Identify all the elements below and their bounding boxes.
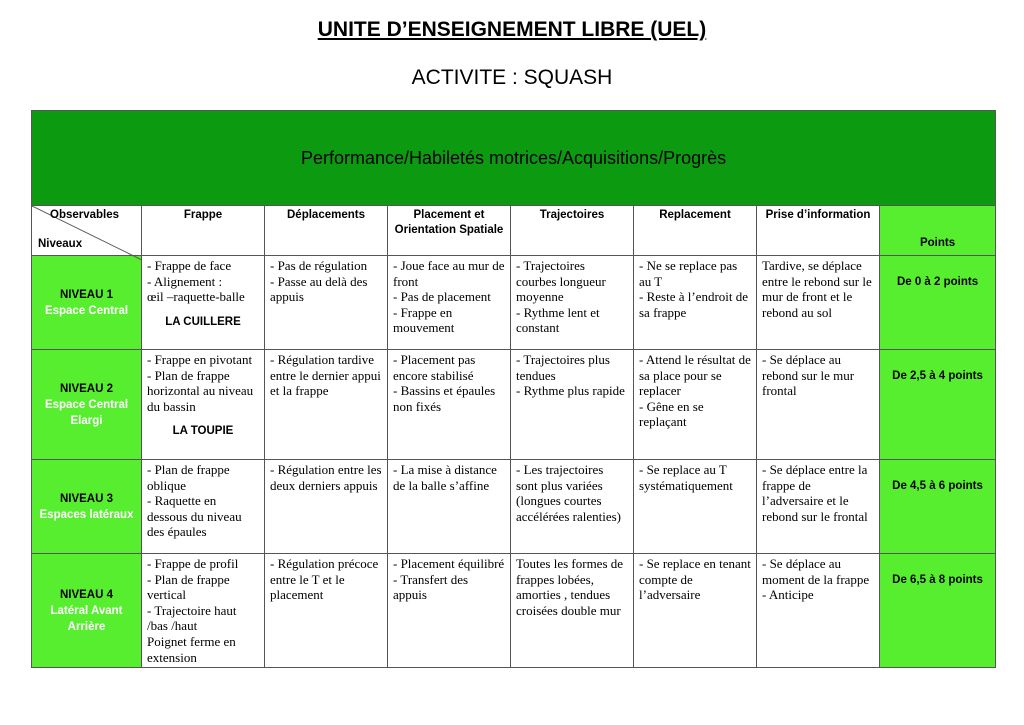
cell-text: - Pas de régulation [270, 258, 368, 273]
cell-deplacements [265, 460, 388, 554]
cell-text: - Trajectoires courbes longueur moyenne [516, 258, 606, 305]
cell-text: - Transfert des appuis [393, 571, 469, 603]
cell-replacement [634, 256, 757, 350]
cell-text: - Plan de frappe horizontal au niveau du bassin [147, 367, 254, 414]
cell-trajectoires [511, 460, 634, 554]
cell-deplacements [265, 350, 388, 460]
points-cell: De 4,5 à 6 points [880, 460, 996, 554]
table-row [32, 554, 996, 668]
cell-text: - Pas de placement [393, 289, 491, 305]
cell-text: - Trajectoires plus tendues [516, 352, 610, 383]
level-cell [32, 350, 142, 460]
banner-row [32, 111, 996, 206]
cell-frappe [142, 350, 265, 460]
table-row [32, 350, 996, 460]
level-space: Espace Central Elargi [44, 398, 129, 427]
technique-tag: LA CUILLERE [165, 315, 241, 328]
cell-text: - Placement pas encore stabilisé [393, 352, 476, 383]
cell-text: - Frappe en mouvement [393, 304, 455, 336]
cell-text: - Régulation précoce entre le T et le placement [270, 556, 379, 603]
cell-text: - Se déplace au moment de la frappe [762, 556, 870, 587]
cell-text: Toutes les formes de frappes lobées, amorties , tendues croisées double mur [516, 556, 624, 618]
column-header-placement: Placement et Orientation Spatiale [388, 206, 511, 256]
niveaux-label: Niveaux [38, 238, 83, 250]
cell-text: - Frappe en pivotant [147, 352, 253, 367]
level-space: Espace Central [44, 304, 129, 317]
cell-text: - Les trajectoires sont plus variées (longues courtes accélérées ralenties) [516, 462, 622, 524]
cell-text: - Joue face au mur de front [393, 258, 505, 289]
cell-text: - Anticipe [762, 587, 814, 603]
cell-frappe [142, 460, 265, 554]
cell-replacement [634, 460, 757, 554]
level-space: Espaces latéraux [39, 508, 134, 521]
cell-placement [388, 554, 511, 668]
cell-text: - Trajectoire haut /bas /haut [147, 602, 237, 634]
column-header-frappe: Frappe [142, 206, 265, 256]
level-name: NIVEAU 2 [59, 382, 114, 395]
column-header-trajectoires: Trajectoires [511, 206, 634, 256]
cell-deplacements [265, 554, 388, 668]
cell-text: - Frappe de profil [147, 556, 239, 571]
cell-frappe [142, 554, 265, 668]
cell-text: - La mise à distance de la balle s’affine [393, 462, 497, 493]
column-header-replacement: Replacement [634, 206, 757, 256]
table-row [32, 460, 996, 554]
cell-trajectoires [511, 256, 634, 350]
table-row [32, 256, 996, 350]
cell-placement [388, 460, 511, 554]
level-cell [32, 460, 142, 554]
cell-text: - Attend le résultat de sa place pour se replacer [639, 352, 751, 399]
cell-deplacements [265, 256, 388, 350]
cell-text: - Se replace au T systématiquement [639, 462, 733, 493]
activity-subtitle: ACTIVITE : SQUASH [411, 66, 613, 89]
level-cell [32, 554, 142, 668]
cell-text: - Gêne en se replaçant [639, 398, 704, 430]
cell-text: - Raquette en dessous du niveau des épaules [147, 493, 242, 540]
level-cell [32, 256, 142, 350]
header-row [32, 206, 996, 256]
cell-text: - Passe au delà des appuis [270, 273, 368, 305]
cell-prise [757, 256, 880, 350]
level-name: NIVEAU 1 [59, 288, 114, 301]
cell-text: - Régulation tardive entre le dernier appui et la frappe [270, 352, 381, 399]
cell-prise [757, 350, 880, 460]
cell-replacement [634, 554, 757, 668]
cell-frappe [142, 256, 265, 350]
cell-text: - Frappe de face [147, 258, 232, 273]
cell-placement [388, 256, 511, 350]
cell-text: - Se replace en tenant compte de l’adversaire [639, 556, 751, 603]
cell-text: - Régulation entre les deux derniers appuis [270, 462, 382, 493]
points-cell: De 2,5 à 4 points [880, 350, 996, 460]
column-header-deplacements: Déplacements [265, 206, 388, 256]
column-header-prise-information: Prise d’information [757, 206, 880, 256]
cell-trajectoires [511, 554, 634, 668]
cell-text: - Plan de frappe vertical [147, 571, 230, 603]
cell-text: - Placement équilibré [393, 556, 505, 571]
cell-placement [388, 350, 511, 460]
technique-tag: LA TOUPIE [172, 425, 234, 438]
points-cell: De 6,5 à 8 points [880, 554, 996, 668]
cell-text: - Alignement : [147, 273, 223, 289]
cell-text: - Rythme plus rapide [516, 383, 625, 399]
cell-trajectoires [511, 350, 634, 460]
cell-text: Poignet ferme en extension [147, 633, 236, 665]
level-space: Latéral Avant Arrière [50, 604, 123, 633]
evaluation-table [31, 110, 996, 668]
cell-text: - Bassins et épaules non fixés [393, 383, 496, 414]
cell-prise [757, 460, 880, 554]
column-header-points: Points [880, 206, 996, 256]
cell-replacement [634, 350, 757, 460]
cell-text: - Reste à l’endroit de sa frappe [639, 289, 749, 320]
cell-text: - Ne se replace pas au T [639, 258, 738, 289]
level-name: NIVEAU 3 [59, 492, 114, 505]
cell-text: - Se déplace entre la frappe de l’adversaire et le rebond sur le frontal [762, 462, 868, 524]
cell-prise [757, 554, 880, 668]
cell-text: - Plan de frappe oblique [147, 462, 230, 493]
level-name: NIVEAU 4 [59, 588, 114, 601]
document-title: UNITE D’ENSEIGNEMENT LIBRE (UEL) [317, 18, 707, 41]
cell-text: - Rythme lent et constant [516, 304, 600, 336]
cell-text: - Se déplace au rebond sur le mur frontal [762, 352, 855, 399]
points-cell: De 0 à 2 points [880, 256, 996, 350]
cell-text: œil –raquette-balle [147, 289, 245, 305]
corner-cell [32, 206, 142, 256]
banner-title: Performance/Habiletés motrices/Acquisitions/Progrès [32, 111, 996, 206]
cell-text: Tardive, se déplace entre le rebond sur le mur de front et le rebond au sol [762, 258, 872, 320]
observables-label: Observables [50, 209, 120, 221]
